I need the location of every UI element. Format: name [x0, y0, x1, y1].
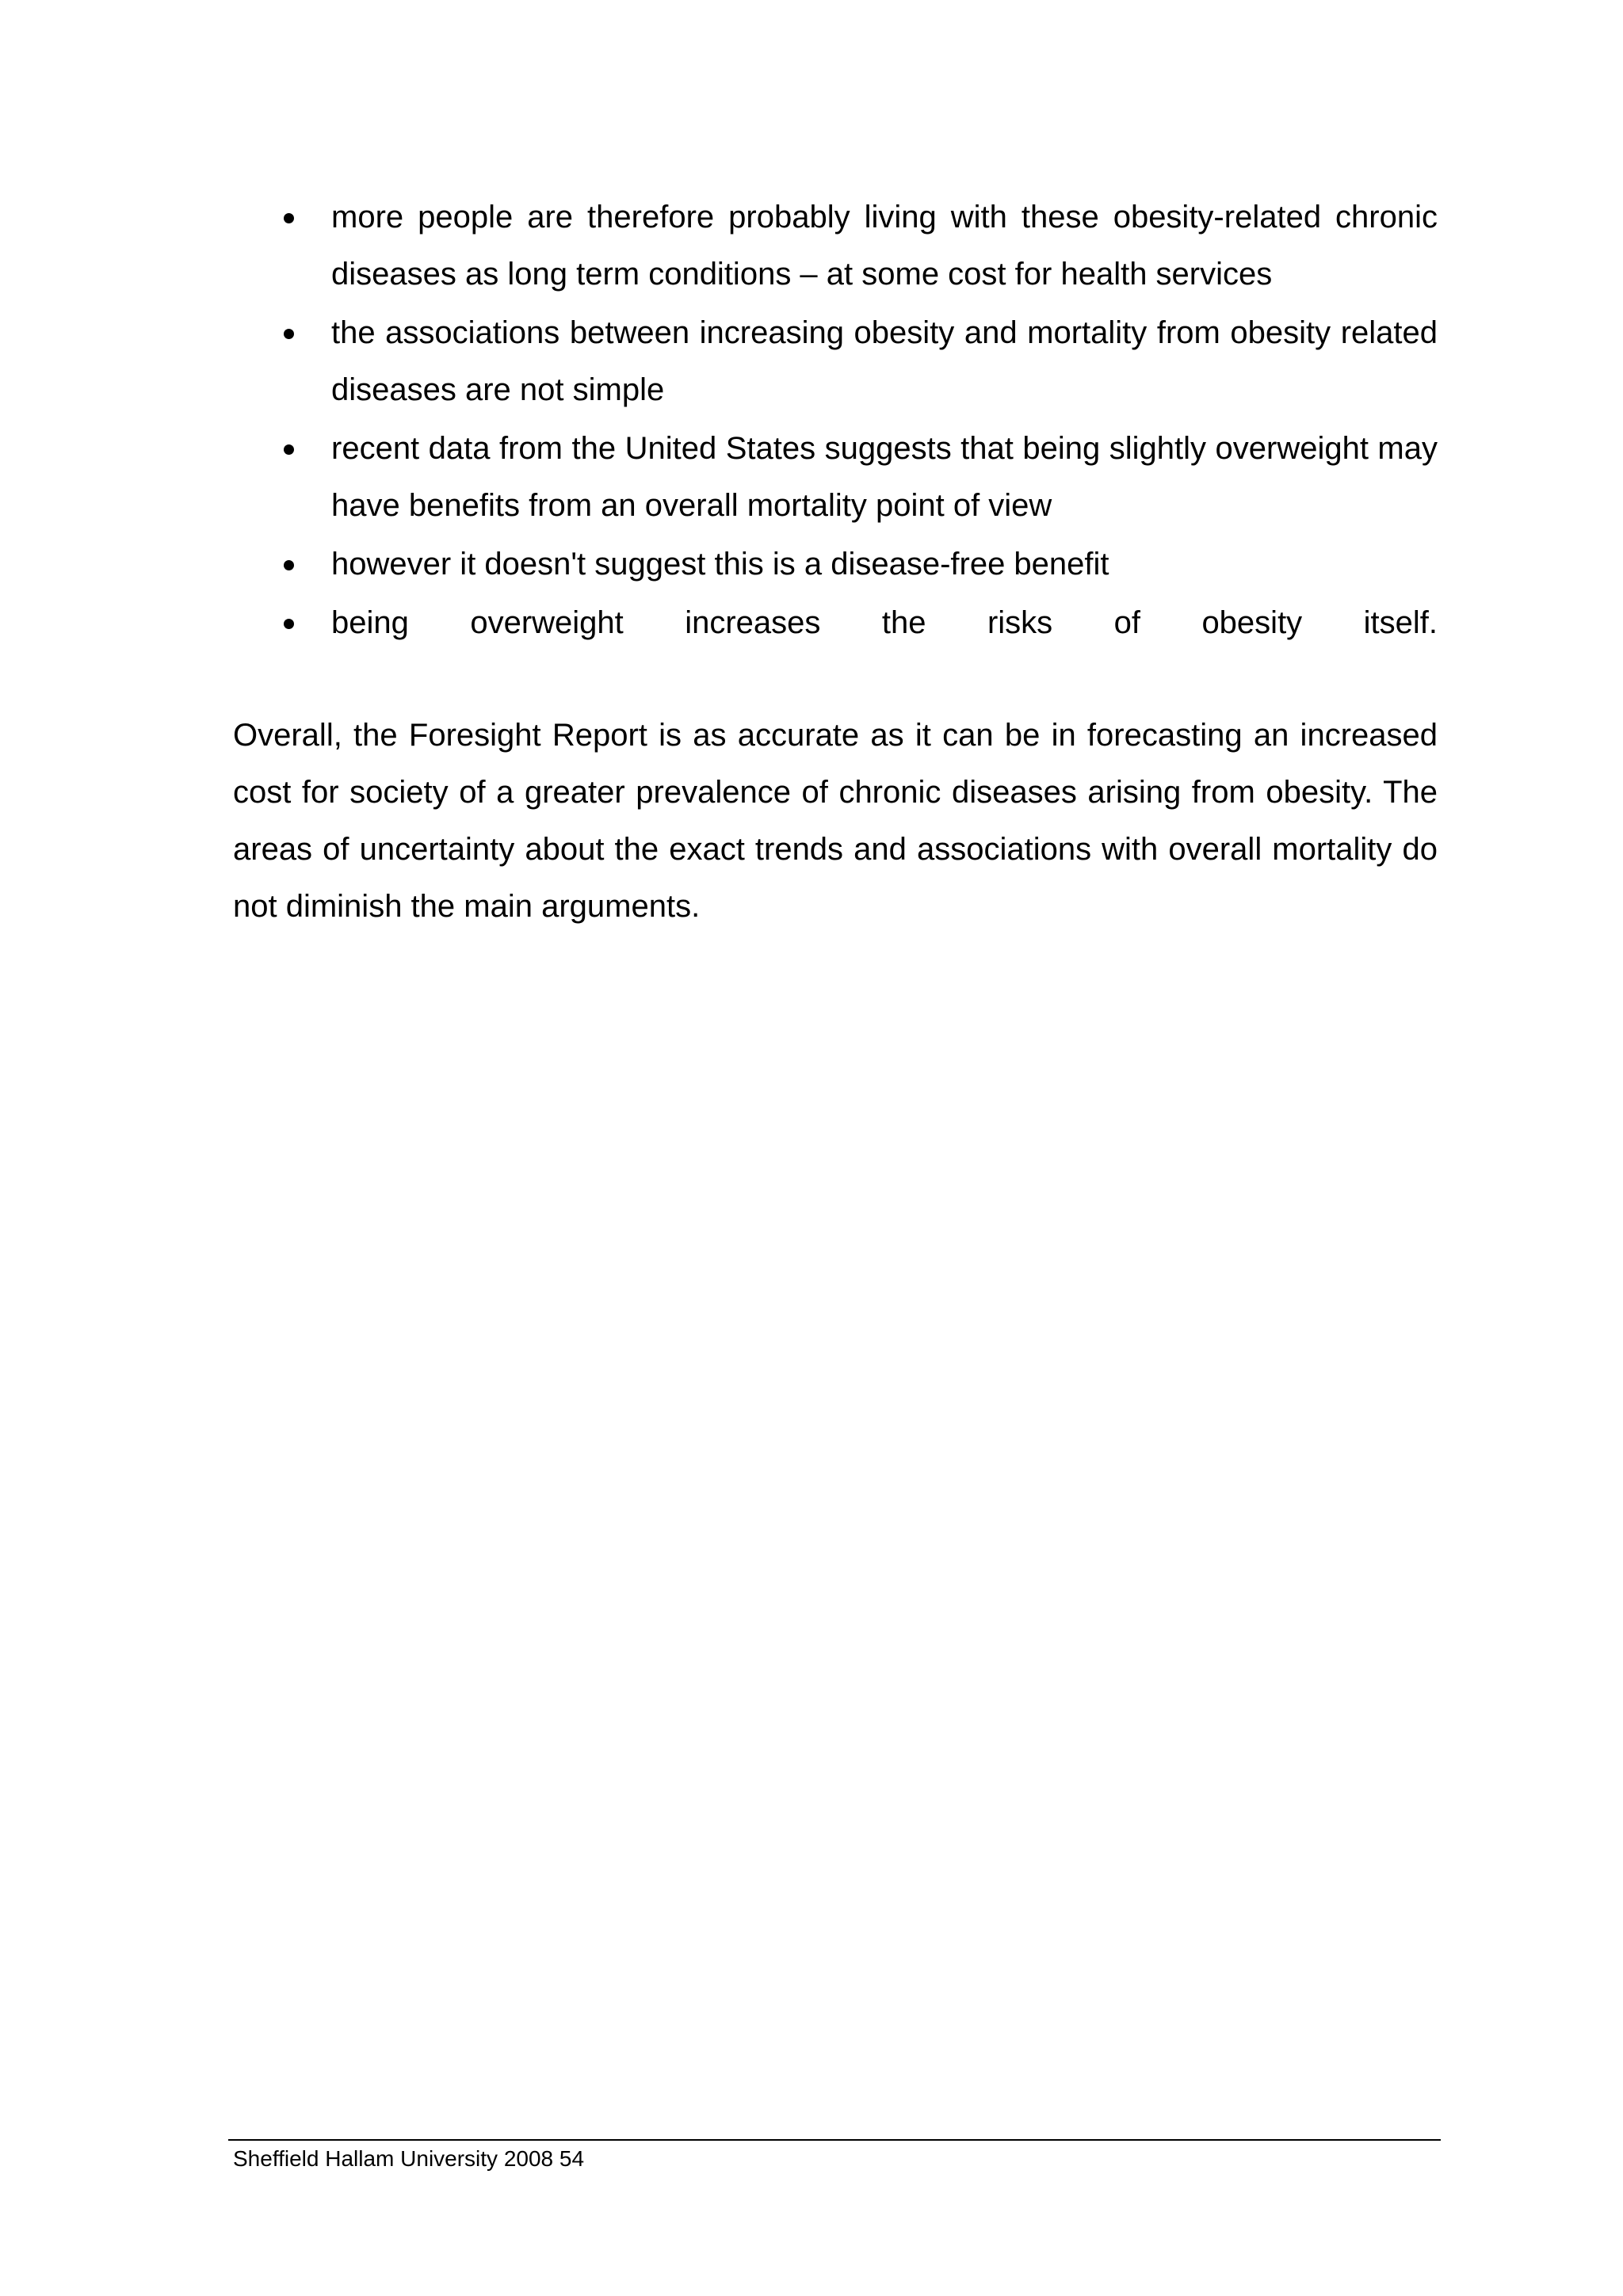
bullet-icon: [284, 560, 294, 570]
bullet-item: [233, 536, 1438, 593]
page-footer: [228, 2139, 1441, 2172]
bullet-icon: [284, 444, 294, 455]
body-paragraph: Overall, the Foresight Report is as accurate as it can be in forecasting an increased cost for society of a greater prevalence of chronic diseases arising from obesity. The areas of uncertainty about the exact trends and associations with overall mortality do not diminish the main arguments.: [233, 718, 1438, 924]
footer-divider: [228, 2139, 1441, 2141]
bullet-item: [233, 304, 1438, 418]
bullet-item: [233, 189, 1438, 303]
bullet-icon: [284, 329, 294, 339]
bullet-icon: [284, 619, 294, 629]
bullet-item: [233, 420, 1438, 534]
bullet-text: being overweight increases the risks of obesity itself.: [331, 605, 1438, 640]
bullet-item: [233, 594, 1438, 651]
page-content: [233, 189, 1438, 935]
footer-text: Sheffield Hallam University 2008 54: [233, 2146, 585, 2171]
bullet-text: the associations between increasing obesity and mortality from obesity related diseases are not simple: [331, 315, 1438, 407]
bullet-list: [233, 189, 1438, 651]
bullet-text: more people are therefore probably living with these obesity-related chronic diseases as long term conditions – at some cost for health services: [331, 200, 1438, 292]
bullet-icon: [284, 213, 294, 223]
bullet-text: recent data from the United States suggests that being slightly overweight may have benefits from an overall mortality point of view: [331, 431, 1438, 523]
bullet-text: however it doesn't suggest this is a disease-free benefit: [331, 547, 1109, 582]
